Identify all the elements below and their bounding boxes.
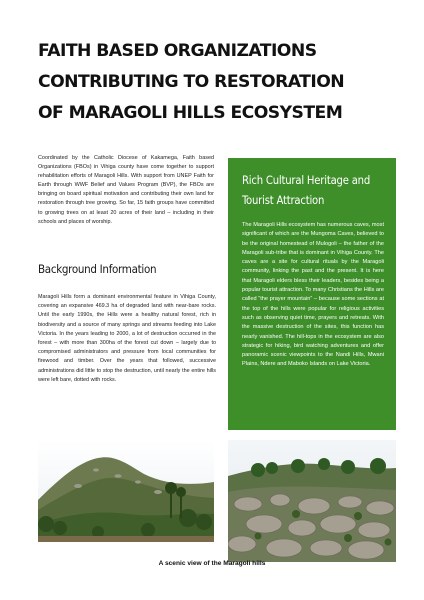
- cultural-heritage-heading: [242, 171, 388, 211]
- title-line-3: OF MARAGOLI HILLS ECOSYSTEM: [38, 103, 343, 123]
- cultural-heading-line-1: Rich Cultural Heritage and: [242, 174, 371, 187]
- background-paragraph: Maragoli Hills form a dominant environmental feature in Vihiga County, covering an expansive 469.3 ha of degraded land with near-bare rocks. Until the early 1990s, the Hills were a healthy natural forest, rich in biodiversity and a source of many springs and streams feeding into Lake Victoria. In the years leading to 2000, a lot of destruction occurred in the forest – with more than 300ha of the forest cut down – largely due to compromised administrators and pressure from local communities for firewood and timber. Over the years that followed, successive administrations did little to stop the destruction, until nearly the entire hills were left bare, dotted with rocks.: [38, 294, 216, 383]
- background-heading: Background Information: [38, 262, 157, 276]
- rocky-hillside-photo: [228, 440, 396, 562]
- intro-paragraph: Coordinated by the Catholic Diocese of Kakamega, Faith based Organizations (FBOs) in Vihiga county have come together to support rehabilitation efforts of Maragoli Hills. With support from UNEP Faith for Earth through WWF Belief and Values Program (BVP), the FBOs are bringing on board spiritual motivation and contributing their own land for restoration through tree growing. So far, 15 faith groups have committed to growing trees on at least 20 acres of their land – including in their schools and places of worship.: [38, 155, 214, 225]
- page-title: [38, 36, 398, 129]
- hill-photo: [38, 440, 214, 542]
- title-line-1: FAITH BASED ORGANIZATIONS: [38, 41, 317, 61]
- hill-landscape-image: [38, 440, 214, 542]
- title-line-2: CONTRIBUTING TO RESTORATION: [38, 72, 345, 92]
- photo-caption: A scenic view of the Maragoli hills: [158, 560, 266, 567]
- rocky-hills-image: [228, 440, 396, 562]
- cultural-heritage-paragraph: The Maragoli Hills ecosystem has numerous caves, most significant of which are the Mungoma Caves, believed to be the original homestead of Mulogoli – the father of the Maragoli sub-tribe that is dominant in Vihiga County. The caves are a site for cultural rituals by the Maragoli community, linking the past and the present. It is here that Maragoli elders bless their leaders, besides being a popular tourist attraction. To many Christians the Hills are called “the prayer mountain” – because some sections at the top of the hills were popular for religious activities such as observing quiet time, prayers and retreats. With the massive destruction of the sites, this function has nearly vanished. The hill-tops in the ecosystem are also strategic for hiking, bird watching adventures and offer panoramic scenic viewpoints to the Nandi Hills, Mwani Plains, Ndere and Maboko Islands on Lake Victoria.: [242, 222, 384, 368]
- cultural-heritage-panel: [228, 158, 396, 430]
- cultural-heading-line-2: Tourist Attraction: [242, 194, 325, 207]
